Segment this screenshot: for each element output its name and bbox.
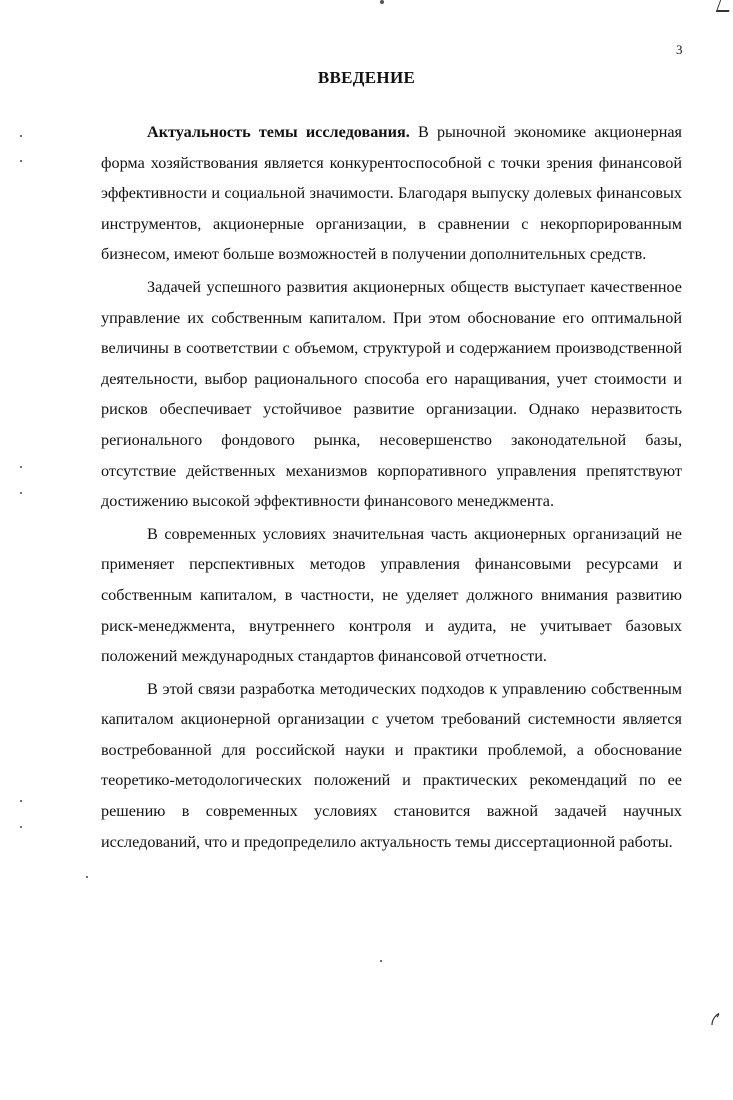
paragraph-methodology <box>101 674 682 858</box>
paragraph-text: Задачей успешного развития акционерных обществ выступает качественное управление их собственным капиталом. При этом обоснование его оптимальной величины в соответствии с объемом, структурой и содержанием производственной деятельности, выбор рационального способа его наращивания, учет стоимости и рисков обеспечивает устойчивое развитие организации. Однако неразвитость регионального фондового рынка, несовершенство законодательной базы, отсутствие действенных механизмов корпоративного управления препятствуют достижению высокой эффективности финансового менеджмента. <box>101 277 682 511</box>
page-title: ВВЕДЕНИЕ <box>317 68 416 87</box>
paragraph-text: В рыночной экономике акционерная форма хозяйствования является конкурентоспособной с точки зрения финансовой эффективности и социальной значимости. Благодаря выпуску долевых финансовых инструментов, акционерные организации, в сравнении с некорпорированным бизнесом, имеют больше возможностей в получении дополнительных средств. <box>101 123 682 264</box>
scan-speck <box>20 160 22 162</box>
paragraph-modern-conditions <box>101 519 682 672</box>
paragraph-capital-management <box>101 272 682 517</box>
scan-speck <box>86 876 88 878</box>
scan-speck <box>20 492 22 494</box>
paragraph-text: В этой связи разработка методических подходов к управлению собственным капиталом акционерной организации с учетом требований системности является востребованной для российской науки и практики проблемой, а обоснование теоретико-методологических положений и практических рекомендаций по ее решению в современных условиях становится важной задачей научных исследований, что и предопределило актуальность темы диссертационной работы. <box>101 679 682 851</box>
scan-speck <box>20 800 22 802</box>
scan-speck <box>20 826 22 828</box>
scan-speck <box>380 960 382 962</box>
scan-mark-bottom-right <box>710 1012 720 1026</box>
scan-speck <box>20 466 22 468</box>
page-number: 3 <box>676 42 683 57</box>
scan-speck-top <box>380 0 384 4</box>
paragraph-text: В современных условиях значительная часть акционерных организаций не применяет перспективных методов управления финансовыми ресурсами и собственным капиталом, в частности, не уделяет должного внимания развитию риск-менеджмента, внутреннего контроля и аудита, не учитывает базовых положений международных стандартов финансовой отчетности. <box>101 524 682 666</box>
scan-mark-corner <box>716 0 733 12</box>
scan-speck <box>20 135 22 137</box>
paragraph-lead: Актуальность темы исследования. <box>147 123 410 141</box>
paragraph-relevance <box>101 117 682 270</box>
document-body <box>101 117 682 857</box>
